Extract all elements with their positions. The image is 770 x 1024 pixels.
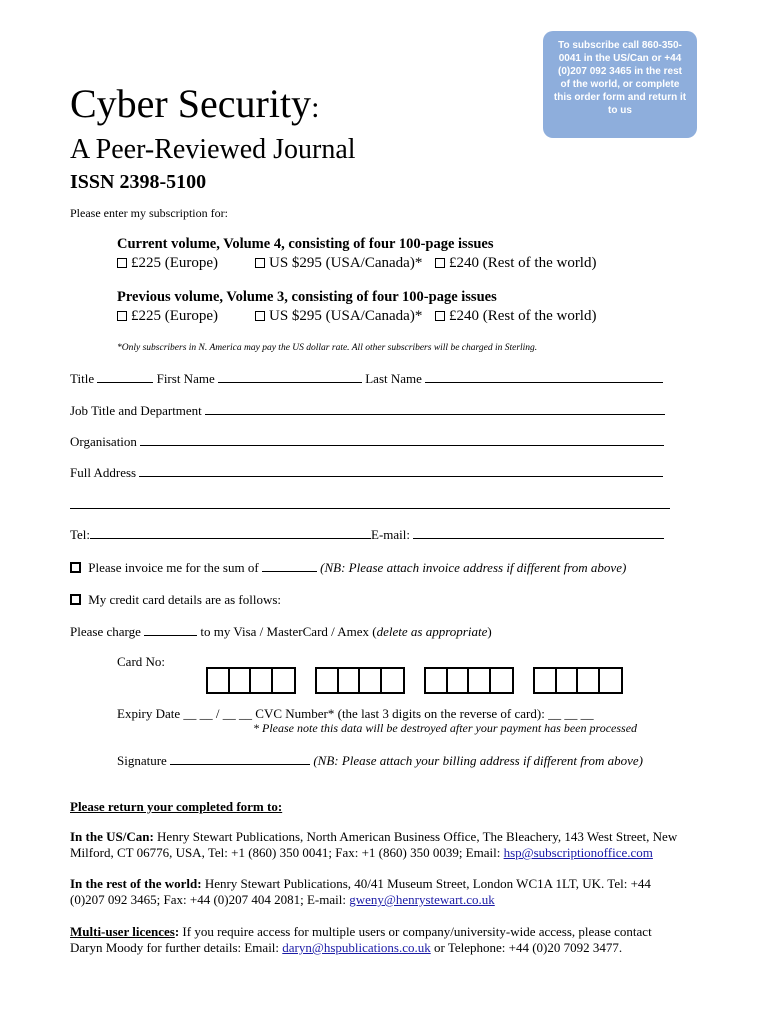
job-title-label: Job Title and Department <box>70 403 202 418</box>
charge-row <box>70 623 492 640</box>
job-title-field[interactable] <box>205 402 665 415</box>
checkbox-icon[interactable] <box>435 311 445 321</box>
invoice-note: (NB: Please attach invoice address if different from above) <box>320 560 627 575</box>
address-field[interactable] <box>139 464 663 477</box>
tel-label: Tel: <box>70 527 91 542</box>
us-email-link[interactable]: hsp@subscriptionoffice.com <box>503 845 653 860</box>
credit-checkbox-icon[interactable] <box>70 594 81 605</box>
previous-option-usa[interactable]: US $295 (USA/Canada)* <box>255 308 422 325</box>
signature-note: (NB: Please attach your billing address if different from above) <box>313 753 643 768</box>
card-no-label: Card No: <box>117 654 166 669</box>
previous-option-europe[interactable]: £225 (Europe) <box>117 308 218 325</box>
job-title-row <box>70 402 665 419</box>
credit-label: My credit card details are as follows: <box>88 592 282 607</box>
checkbox-icon[interactable] <box>255 258 265 268</box>
footnote: *Only subscribers in N. America may pay the US dollar rate. All other subscribers will be charged in Sterling. <box>117 343 538 353</box>
card-number-group-2[interactable] <box>315 667 405 694</box>
callout-text: To subscribe call 860-350-0041 in the US/Can or +44 (0)207 092 3465 in the rest of the world, or complete this order form and return it to us <box>553 40 687 116</box>
invoice-checkbox-icon[interactable] <box>70 562 81 573</box>
checkbox-icon[interactable] <box>117 258 127 268</box>
address-field-line2[interactable] <box>70 508 670 509</box>
previous-volume-heading: Previous volume, Volume 3, consisting of four 100-page issues <box>117 289 497 305</box>
signature-label: Signature <box>117 753 167 768</box>
organisation-row <box>70 433 664 450</box>
multi-email-link[interactable]: daryn@hspublications.co.uk <box>282 940 431 955</box>
address-row <box>70 464 663 481</box>
intro-text: Please enter my subscription for: <box>70 206 228 220</box>
return-heading: Please return your completed form to: <box>70 799 283 814</box>
checkbox-icon[interactable] <box>117 311 127 321</box>
current-option-usa[interactable]: US $295 (USA/Canada)* <box>255 255 422 272</box>
email-field[interactable] <box>413 526 664 539</box>
card-number-group-3[interactable] <box>424 667 514 694</box>
invoice-row <box>70 559 626 576</box>
us-label: In the US/Can: <box>70 829 154 844</box>
previous-option-row[interactable]: £240 (Rest of the world) <box>435 308 596 325</box>
row-label: In the rest of the world: <box>70 876 202 891</box>
signature-field[interactable] <box>170 752 310 765</box>
row-address <box>70 876 675 908</box>
organisation-label: Organisation <box>70 434 137 449</box>
current-option-row[interactable]: £240 (Rest of the world) <box>435 255 596 272</box>
signature-row <box>117 752 643 769</box>
charge-end: ) <box>487 624 492 639</box>
expiry-note: * Please note this data will be destroyed after your payment has been processed <box>253 721 638 735</box>
journal-subtitle: A Peer-Reviewed Journal <box>70 134 356 165</box>
charge-prefix: Please charge <box>70 624 141 639</box>
tel-field[interactable] <box>90 526 371 539</box>
checkbox-icon[interactable] <box>255 311 265 321</box>
contact-row <box>70 526 664 543</box>
us-address <box>70 829 695 861</box>
charge-italic: delete as appropriate <box>376 624 488 639</box>
multi-label: Multi-user licences <box>70 924 175 939</box>
first-name-label: First Name <box>156 371 215 386</box>
first-name-field[interactable] <box>218 370 362 383</box>
card-number-group-1[interactable] <box>206 667 296 694</box>
invoice-amount-field[interactable] <box>262 559 317 572</box>
current-volume-heading: Current volume, Volume 4, consisting of four 100-page issues <box>117 236 494 252</box>
issn: ISSN 2398-5100 <box>70 171 207 193</box>
credit-row <box>70 592 281 608</box>
checkbox-icon[interactable] <box>435 258 445 268</box>
title-label: Title <box>70 371 95 386</box>
multi-end: or Telephone: +44 (0)20 7092 3477. <box>433 940 623 955</box>
us-text: Henry Stewart Publications, North American Business Office, The Bleachery, 143 West Street, New Milford, CT 06776, USA, Tel: +1 (860) 350 0041; Fax: +1 (860) 350 0039; Email: <box>70 829 678 860</box>
last-name-label: Last Name <box>365 371 422 386</box>
multi-user <box>70 924 675 956</box>
row-text: Henry Stewart Publications, 40/41 Museum Street, London WC1A 1LT, UK. Tel: +44 (0)207 092 3465; Fax: +44 (0)207 404 2081; E-mail: <box>70 876 651 907</box>
last-name-field[interactable] <box>425 370 663 383</box>
subscribe-callout <box>543 31 697 138</box>
multi-colon: : <box>174 924 180 939</box>
journal-title <box>70 80 319 132</box>
title-text: Cyber Security <box>70 81 312 126</box>
row-email-link[interactable]: gweny@henrystewart.co.uk <box>349 892 495 907</box>
charge-mid: to my Visa / MasterCard / Amex ( <box>200 624 377 639</box>
name-row <box>70 370 675 387</box>
title-colon: : <box>311 91 320 124</box>
multi-text: If you require access for multiple users or company/university-wide access, please contact Daryn Moody for further details: Email: <box>70 924 652 955</box>
invoice-label: Please invoice me for the sum of <box>88 560 259 575</box>
address-label: Full Address <box>70 465 137 480</box>
expiry-cvc-row[interactable]: Expiry Date __ __ / __ __ CVC Number* (the last 3 digits on the reverse of card): __ __ __ <box>117 706 594 721</box>
charge-amount-field[interactable] <box>144 623 197 636</box>
card-number-group-4[interactable] <box>533 667 623 694</box>
organisation-field[interactable] <box>140 433 664 446</box>
current-option-europe[interactable]: £225 (Europe) <box>117 255 218 272</box>
title-field[interactable] <box>97 370 153 383</box>
email-label: E-mail: <box>371 527 411 542</box>
